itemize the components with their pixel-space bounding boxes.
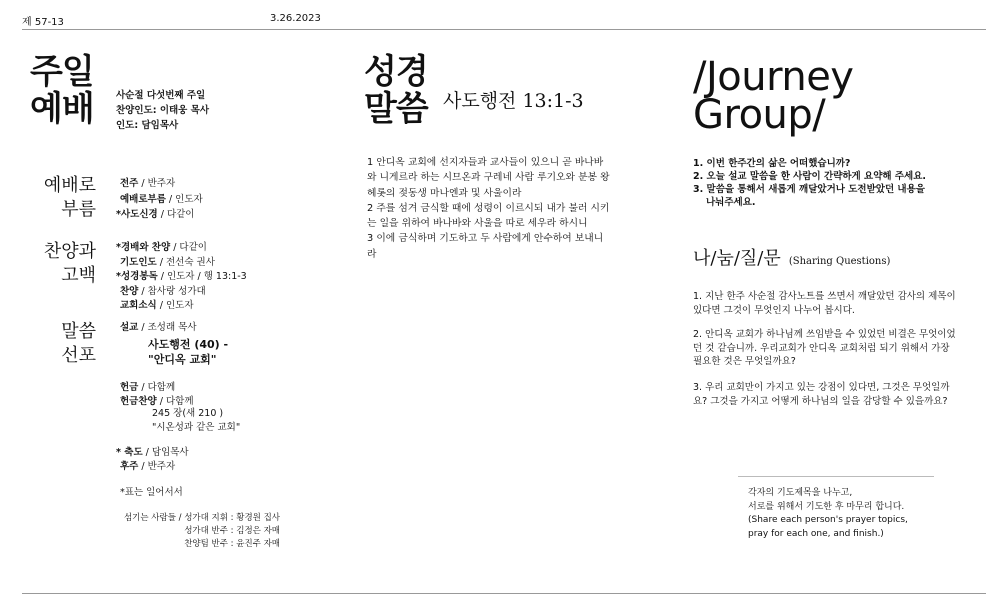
sharing-question-2	[693, 328, 956, 369]
order-item-role: 다함께	[147, 382, 176, 393]
order-item: *사도신경 / 다같이	[116, 209, 195, 220]
issue-number: 제 57-13	[22, 17, 64, 28]
sharing-question-3	[693, 381, 950, 408]
sharing-question-line: 요? 그것을 가지고 어떻게 하나님의 일을 감당할 수 있을까요?	[693, 395, 948, 407]
order-item-role: 다함께	[165, 396, 194, 407]
order-item: 헌금 / 다함께	[120, 382, 176, 393]
sharing-subtitle: (Sharing Questions)	[788, 256, 891, 267]
closing-note	[748, 487, 908, 541]
order-item-role: 인도자	[165, 300, 194, 311]
sharing-question-1	[693, 290, 956, 317]
sermon-title	[148, 337, 228, 367]
order-item-role: 조성래 목사	[147, 322, 197, 333]
scripture-line: 1 안디옥 교회에 선지자들과 교사들이 있으니 곧 바나바	[367, 157, 604, 168]
closing-line: 각자의 기도제목을 나누고,	[748, 488, 853, 498]
scripture-title	[364, 54, 428, 128]
offering-items	[120, 381, 194, 409]
closing-divider	[738, 476, 934, 477]
section-title-line: 부름	[61, 199, 96, 220]
order-item-role: 다같이	[166, 209, 195, 220]
journey-question: 나눠주세요.	[706, 197, 756, 208]
sermon-title-line: 사도행전 (40) -	[148, 338, 229, 351]
top-rule	[22, 29, 986, 30]
scripture-text	[367, 155, 610, 262]
order-item: *경배와 찬양 / 다같이	[116, 242, 207, 253]
order-item-role: 다같이	[179, 242, 207, 253]
order-item: 헌금찬양 / 다함께	[120, 396, 194, 407]
journey-question: 3. 말씀을 통해서 새롭게 깨달았거나 도전받았던 내용을	[693, 184, 925, 195]
sharing-question-line: 던 것 같습니까. 우리교회가 안디옥 교회처럼 되기 위해서 가장	[693, 342, 950, 354]
section-title-line: 고백	[61, 265, 96, 286]
scripture-line: 헤롯의 젖동생 마나엔과 및 사울이라	[367, 187, 522, 199]
sharing-title: 나/눔/질/문	[693, 248, 781, 269]
order-item: 예배로부름 / 인도자	[120, 193, 203, 205]
order-item-name: 교회소식	[120, 300, 157, 311]
scripture-reference: 사도행전 13:1-3	[443, 90, 584, 112]
journey-title-line2: Group/	[693, 92, 826, 138]
sharing-heading	[693, 244, 890, 270]
order-item-name: *사도신경	[116, 209, 158, 220]
servers-list	[116, 512, 280, 551]
order-item: 기도인도 / 전선숙 권사	[120, 256, 215, 268]
journey-question: 2. 오늘 설교 말씀을 한 사람이 간략하게 요약해 주세요.	[693, 171, 927, 182]
sharing-question-line: 1. 지난 한주 사순절 감사노트를 쓰면서 깨달았던 감사의 제목이	[693, 291, 956, 302]
call-items	[116, 176, 203, 223]
sharing-question-line: 있다면 그것이 무엇인지 나누어 봅시다.	[693, 304, 855, 316]
server-line: 성가대 반주 : 김정은 자매	[184, 526, 280, 536]
order-item-role: 전선숙 권사	[165, 256, 215, 268]
order-item-role: 인도자 / 행 13:1-3	[166, 271, 247, 282]
hymn-number: 245 장(새 210 )	[152, 408, 224, 419]
scripture-line: 는 일을 위하여 바나바와 사울을 따로 세우라 하시니	[367, 218, 588, 230]
hymn-info	[152, 407, 240, 435]
order-item: 찬양 / 참사랑 성가대	[120, 285, 206, 297]
sharing-question-line: 필요한 것은 무엇일까요?	[693, 356, 796, 367]
sharing-question-line: 3. 우리 교회만이 가지고 있는 강점이 있다면, 그것은 무엇일까	[693, 382, 950, 393]
order-item-name: 찬양	[120, 285, 139, 297]
section-title-line: 예배로	[43, 175, 96, 196]
order-item-role: 참사랑 성가대	[147, 285, 206, 297]
order-item-role: 인도자	[175, 193, 203, 205]
scripture-title-line1: 성경	[364, 52, 428, 92]
order-item-name: 설교	[120, 322, 139, 333]
journey-question: 1. 이번 한주간의 삶은 어떠했습니까?	[693, 158, 851, 169]
section-title-word	[20, 320, 96, 368]
closing-line: 서로를 위해서 기도한 후 마무리 합니다.	[748, 501, 905, 512]
order-item-name: 기도인도	[120, 256, 157, 268]
sermon-title-line: "안디옥 교회"	[148, 353, 217, 366]
order-item-name: * 축도	[116, 447, 143, 458]
issue-date: 3.26.2023	[270, 13, 321, 24]
order-item-name: 전주	[120, 178, 139, 189]
hymn-title: "시온성과 같은 교회"	[152, 422, 241, 433]
section-title-praise	[20, 240, 96, 288]
order-item-name: *경배와 찬양	[116, 242, 171, 253]
worship-title-line2: 예배	[30, 89, 94, 129]
scripture-line: 라	[367, 248, 377, 260]
order-item-name: 후주	[120, 461, 139, 472]
journey-questions	[693, 157, 926, 209]
worship-info-line: 사순절 다섯번째 주일	[116, 90, 206, 101]
worship-title-line1: 주일	[30, 52, 94, 92]
order-item-role: 담임목사	[151, 447, 189, 458]
section-title-line: 말씀	[61, 321, 96, 342]
worship-info-line: 인도: 담임목사	[116, 120, 179, 131]
standing-note: *표는 일어서서	[120, 487, 183, 498]
worship-title	[30, 54, 94, 128]
order-item-name: *성경봉독	[116, 271, 158, 282]
section-title-line: 선포	[61, 345, 96, 366]
section-title-call	[20, 174, 96, 222]
worship-info-line: 찬양인도: 이태웅 목사	[116, 105, 210, 116]
closing-line: pray for each one, and finish.)	[748, 528, 884, 539]
section-title-line: 찬양과	[43, 241, 96, 262]
scripture-line: 2 주를 섬겨 금식할 때에 성령이 이르시되 내가 불러 시키	[367, 202, 610, 214]
bottom-rule	[22, 593, 986, 594]
closing-items	[116, 446, 189, 474]
scripture-line: 3 이에 금식하며 기도하고 두 사람에게 안수하여 보내니	[367, 233, 604, 245]
sermon-item: 설교 / 조성래 목사	[120, 322, 197, 333]
order-item-name: 헌금	[120, 382, 139, 393]
closing-line: (Share each person's prayer topics,	[748, 515, 908, 525]
order-item: 전주 / 반주자	[120, 178, 176, 189]
server-line: 섬기는 사람들 / 성가대 지휘 : 황경원 집사	[123, 513, 280, 523]
server-line: 찬양팀 반주 : 윤진주 자매	[184, 539, 280, 549]
journey-title-line1: /Journey	[693, 54, 854, 100]
worship-info	[116, 88, 209, 133]
scripture-title-line2: 말씀	[364, 89, 428, 129]
order-item: 후주 / 반주자	[120, 461, 176, 472]
order-item: *성경봉독 / 인도자 / 행 13:1-3	[116, 271, 247, 282]
order-item-role: 반주자	[147, 461, 176, 472]
order-item-role: 반주자	[147, 178, 176, 189]
order-item-name: 예배로부름	[120, 193, 166, 205]
order-item: 교회소식 / 인도자	[120, 300, 194, 311]
praise-items	[116, 241, 247, 314]
journey-title	[693, 54, 854, 138]
scripture-line: 와 니게르라 하는 시므온과 구레네 사람 루기오와 분봉 왕	[367, 172, 610, 184]
sharing-question-line: 2. 안디옥 교회가 하나님께 쓰임받을 수 있었던 비결은 무엇이었	[693, 329, 956, 340]
order-item-name: 헌금찬양	[120, 396, 157, 407]
order-item: * 축도 / 담임목사	[116, 447, 189, 458]
